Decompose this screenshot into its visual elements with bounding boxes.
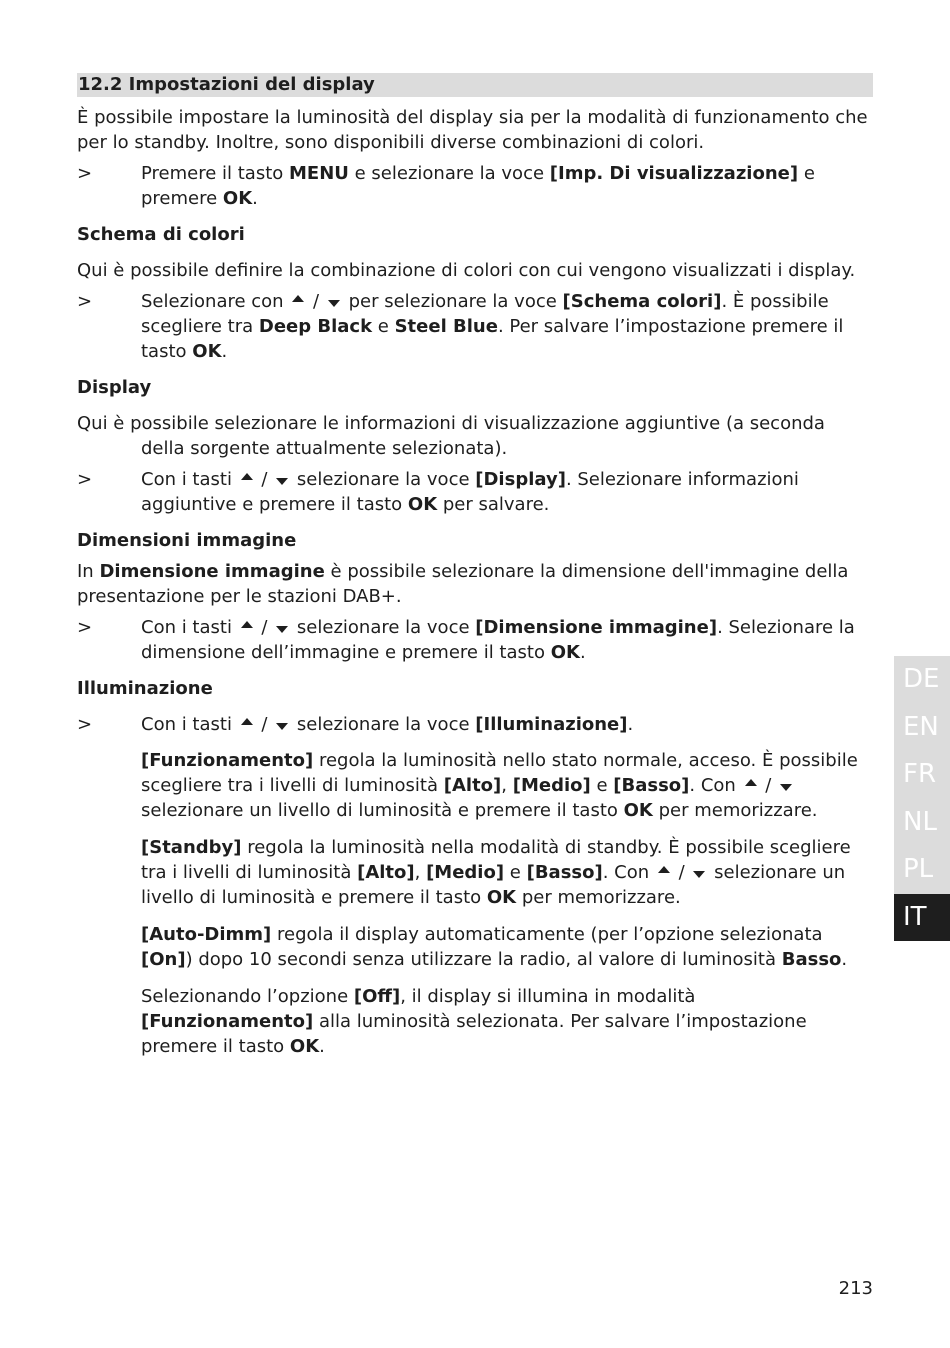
menu-item: [Dimensione immagine] (475, 617, 718, 638)
menu-item: [Display] (475, 469, 566, 490)
arrow-up-icon (658, 866, 670, 873)
arrow-up-icon (745, 779, 757, 786)
color-scheme-desc: Qui è possibile definire la combinazione di colori con cui vengono visualizzati i display. (77, 260, 856, 281)
page-number: 213 (838, 1278, 873, 1299)
arrow-down-icon (693, 871, 705, 878)
instruction-step (77, 712, 873, 737)
arrow-down-icon (276, 626, 288, 633)
section-intro: È possibile impostare la luminosità del display sia per la modalità di funzionamento che per lo standby. Inoltre, sono disponibili diverse combinazioni di colori. (77, 107, 868, 153)
step-marker: > (77, 163, 93, 184)
language-tab-it[interactable]: IT (894, 894, 950, 942)
arrow-down-icon (328, 300, 340, 307)
operation-paragraph: [Funzionamento] regola la luminosità nello stato normale, acceso. È possibile scegliere tra i livelli di luminosità [Alto], [Medio] e [Basso]. Con / selezionare un livello di luminosità e premere il tasto OK per memorizzare. (141, 750, 858, 821)
autodimm-paragraph: [Auto-Dimm] regola il display automaticamente (per l’opzione selezionata [On]) dopo 10 secondi senza utilizzare la radio, al valore di luminosità Basso. (141, 924, 848, 970)
language-tab-pl[interactable]: PL (894, 846, 950, 894)
menu-item: [Imp. Di visualizzazione] (549, 163, 799, 184)
off-paragraph: Selezionando l’opzione [Off], il display si illumina in modalità [Funzionamento] alla luminosità selezionata. Per salvare l’impostazione premere il tasto OK. (141, 986, 807, 1057)
image-size-desc: In Dimensione immagine è possibile selezionare la dimensione dell'immagine della presentazione per le stazioni DAB+. (77, 561, 849, 607)
section-title: 12.2 Impostazioni del display (77, 73, 873, 97)
instruction-step (77, 615, 873, 665)
language-tab-fr[interactable]: FR (894, 751, 950, 799)
step-text: Selezionare con / per selezionare la voce [Schema colori]. È possibile scegliere tra Deep Black e Steel Blue. Per salvare l’impostazione premere il tasto OK. (141, 291, 844, 362)
key-label: OK (222, 188, 253, 209)
subheading-image-size: Dimensioni immagine (77, 530, 297, 551)
language-tab-de[interactable]: DE (894, 656, 950, 704)
arrow-up-icon (241, 718, 253, 725)
arrow-down-icon (276, 478, 288, 485)
key-label: MENU (289, 163, 349, 184)
subheading-display: Display (77, 377, 152, 398)
key-label: OK (407, 494, 438, 515)
instruction-step (77, 161, 873, 211)
instruction-step (77, 289, 873, 364)
arrow-up-icon (241, 621, 253, 628)
standby-paragraph: [Standby] regola la luminosità nella modalità di standby. È possibile scegliere tra i livelli di luminosità [Alto], [Medio] e [Basso]. Con / selezionare un livello di luminosità e premere il tasto OK per memorizzare. (141, 837, 851, 908)
key-label: OK (550, 642, 580, 663)
instruction-step (77, 467, 873, 517)
step-marker: > (77, 617, 93, 638)
language-tabs (894, 656, 950, 941)
key-label: OK (192, 341, 222, 362)
step-text: Premere il tasto MENU e selezionare la voce [Imp. Di visualizzazione] e premere OK. (141, 163, 815, 209)
step-text: Con i tasti / selezionare la voce [Display]. Selezionare informazioni aggiuntive e premere il tasto OK per salvare. (141, 469, 799, 515)
arrow-down-icon (276, 723, 288, 730)
arrow-down-icon (780, 784, 792, 791)
option-label: Deep Black (258, 316, 373, 337)
menu-item: [Illuminazione] (475, 714, 628, 735)
manual-page (77, 73, 873, 1071)
step-marker: > (77, 469, 93, 490)
language-tab-nl[interactable]: NL (894, 799, 950, 847)
language-tab-en[interactable]: EN (894, 704, 950, 752)
step-marker: > (77, 291, 93, 312)
step-marker: > (77, 714, 93, 735)
subheading-color-scheme: Schema di colori (77, 224, 245, 245)
menu-item: [Schema colori] (562, 291, 722, 312)
display-desc: Qui è possibile selezionare le informazioni di visualizzazione aggiuntive (a seconda della sorgente attualmente selezionata). (77, 413, 825, 459)
step-text: Con i tasti / selezionare la voce [Dimensione immagine]. Selezionare la dimensione dell’immagine e premere il tasto OK. (141, 617, 855, 663)
option-label: Steel Blue (394, 316, 498, 337)
arrow-up-icon (292, 295, 304, 302)
subheading-illumination: Illuminazione (77, 678, 213, 699)
step-text: Con i tasti / selezionare la voce [Illuminazione]. (141, 714, 634, 735)
arrow-up-icon (241, 473, 253, 480)
